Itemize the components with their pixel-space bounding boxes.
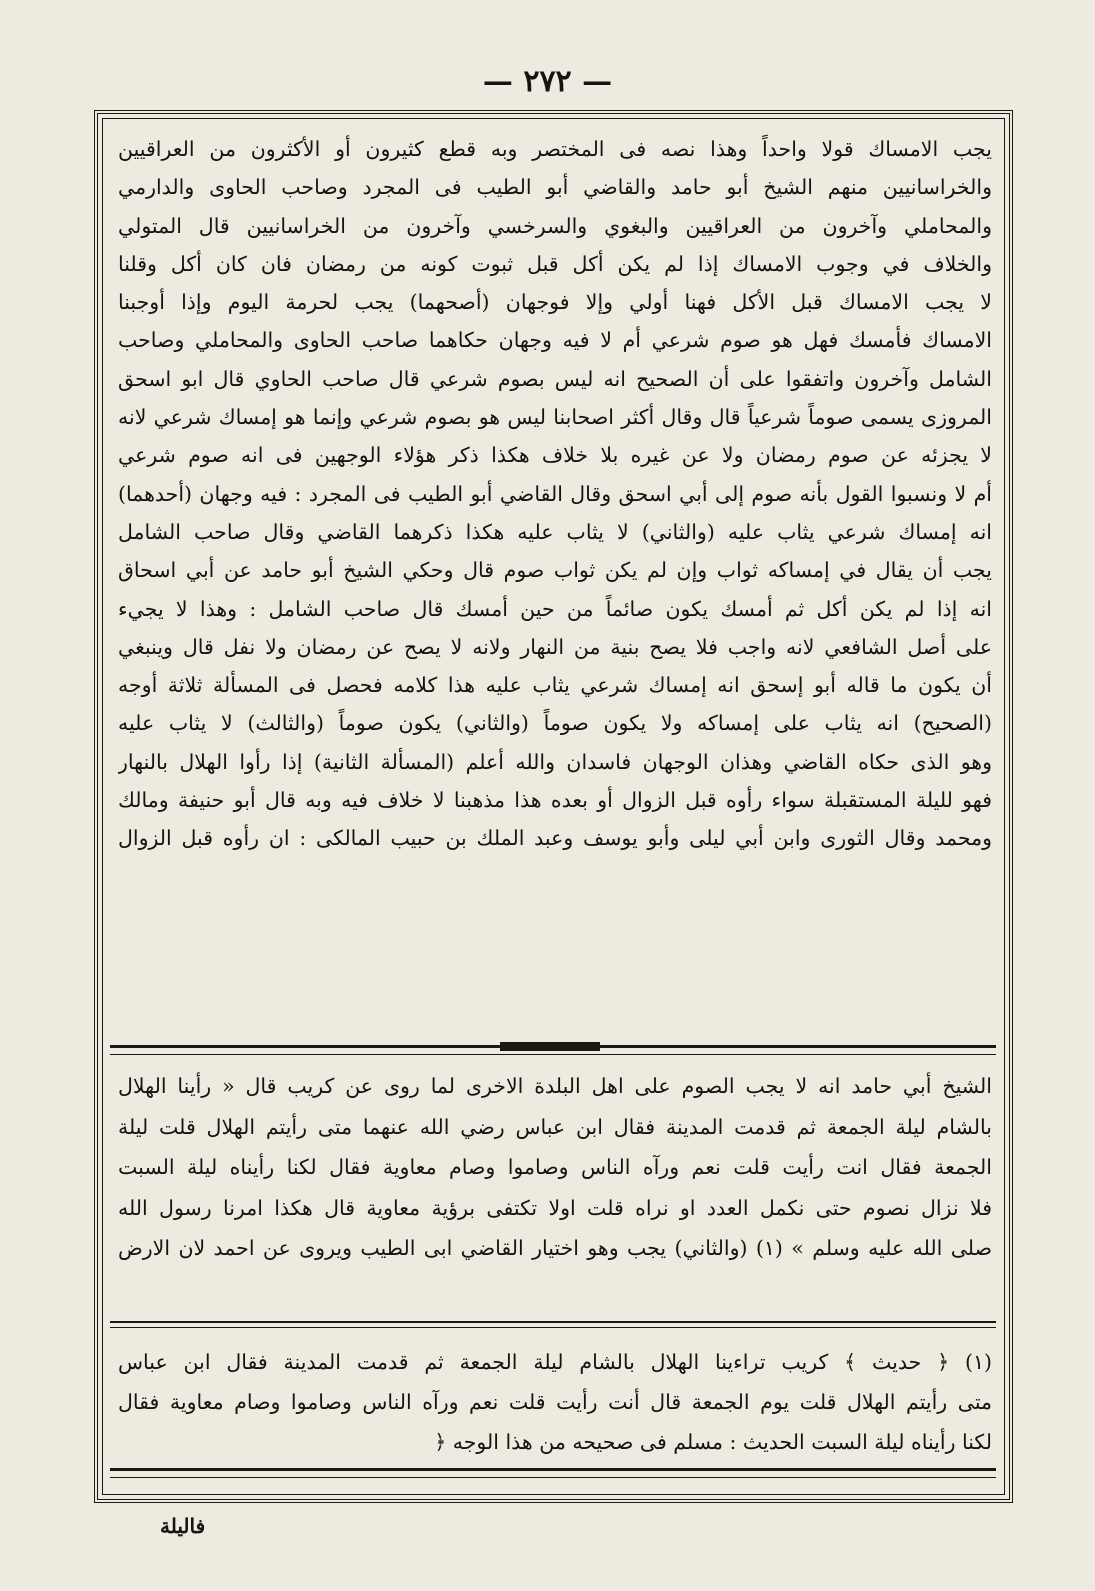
main-text-line: والمحاملي وآخرون من العراقيين والبغوي والسرخسي وآخرون من الخراسانيين قال المتولي [118, 213, 992, 238]
main-text-line: انه إذا لم يكن أكل ثم أمسك يكون صائماً من حين أمسك قال صاحب الشامل : وهذا لا يجيء [118, 596, 992, 621]
main-text-line: أن يكون ما قاله أبو إسحق انه إمساك شرعي يثاب عليه هذا كلامه فحصل فى المسألة ثلاثة أوجه [118, 673, 992, 698]
main-text-line: يجب أن يقال في إمساكه ثواب وإن لم يكن ثواب صوم قال وحكي الشيخ أبو حامد عن أبي اسحاق [118, 558, 992, 583]
main-text-line: (الصحيح) انه يثاب على إمساكه ولا يكون صوماً (والثاني) يكون صوماً (والثالث) لا يثاب عليه [118, 711, 992, 736]
main-text-line: فهو لليلة المستقبلة سواء رأوه قبل الزوال أو بعده هذا مذهبنا لا خلاف فيه وبه قال أبو حنيفة ومالك [118, 788, 992, 813]
bottom-rule [110, 1468, 996, 1478]
main-text-line: وهو الذى حكاه القاضي وهذان الوجهان فاسدان والله أعلم (المسألة الثانية) إذا رأوا الهلال بالنهار [118, 749, 992, 774]
section-divider [110, 1045, 996, 1055]
main-text-line: أم لا ونسبوا القول بأنه صوم إلى أبي اسحق وقال القاضي أبو الطيب فى المجرد : فيه وجهان (أحدهما) [118, 481, 992, 506]
main-text-line: انه إمساك شرعي يثاب عليه (والثاني) لا يثاب عليه هكذا ذكرهما القاضي وقال صاحب الشامل [118, 519, 992, 544]
main-text-line: على أصل الشافعي لانه واجب فلا يصح بنية من النهار ولانه لا يصح عن رمضان ولا نفل قال وينبغي [118, 634, 992, 659]
main-text-block [118, 130, 992, 858]
commentary-line: فلا نزال نصوم حتى نكمل العدد او نراه قلت اولا تكتفى برؤية معاوية قال هكذا امرنا رسول الله [118, 1195, 992, 1220]
main-text-line: المروزى يسمى صوماً شرعياً قال وقال أكثر اصحابنا ليس هو بصوم شرعي وإنما هو إمساك شرعي لانه [118, 405, 992, 430]
footnote-divider [110, 1321, 996, 1328]
main-text-line: لا يجزئه عن صوم رمضان ولا عن غيره بلا خلاف هكذا ذكر هؤلاء الوجهين فى انه صوم شرعي [118, 443, 992, 468]
catchword: فاليلة [160, 1514, 206, 1538]
main-text-line: والخلاف في وجوب الامساك إذا لم يكن أكل قبل ثبوت كونه من رمضان فان كان أكل وقلنا [118, 251, 992, 276]
commentary-line: صلى الله عليه وسلم » (١) (والثاني) يجب وهو اختيار القاضي ابى الطيب ويروى عن احمد لان الارض [118, 1236, 992, 1260]
footnote-line: متى رأيتم الهلال قلت يوم الجمعة قال أنت رأيت قلت نعم ورآه الناس وصاموا وصام معاوية فقال [118, 1390, 992, 1414]
commentary-line: الجمعة فقال انت رأيت قلت نعم ورآه الناس وصاموا وصام معاوية فقال لكنا رأيناه ليلة السبت [118, 1155, 992, 1179]
footnote-line: لكنا رأيناه ليلة السبت الحديث : مسلم فى صحيحه من هذا الوجه ﴿ [434, 1430, 992, 1454]
footnote-text-block [118, 1342, 992, 1462]
main-text-line: الامساك فأمسك فهل هو صوم شرعي أم لا فيه وجهان حكاهما صاحب الحاوى والمحاملي وصاحب [118, 328, 992, 353]
commentary-text-block [118, 1066, 992, 1269]
footnote-line: (١) ﴿ حديث ﴾ كريب تراءينا الهلال بالشام ليلة الجمعة ثم قدمت المدينة فقال ابن عباس [118, 1350, 992, 1374]
main-text-line: الشامل وآخرون واتفقوا على أن الصحيح انه ليس بصوم شرعي قال صاحب الحاوي قال ابو اسحق [118, 366, 992, 391]
main-text-line: ومحمد وقال الثورى وابن أبي ليلى وأبو يوسف وعبد الملك بن حبيب المالكى : ان رأوه قبل الزوال [118, 826, 992, 851]
main-text-line: لا يجب الامساك قبل الأكل فهنا أولي وإلا فوجهان (أصحهما) يجب لحرمة اليوم وإذا أوجبنا [118, 290, 992, 315]
main-text-line: والخراسانيين منهم الشيخ أبو حامد والقاضي أبو الطيب فى المجرد وصاحب الحاوى والدارمي [118, 175, 992, 200]
commentary-line: بالشام ليلة الجمعة ثم قدمت المدينة فقال ابن عباس رضي الله عنهما متى رأيتم الهلال قلت ليلة [118, 1114, 992, 1139]
commentary-line: الشيخ أبي حامد انه لا يجب الصوم على اهل البلدة الاخرى لما روى عن كريب قال « رأينا الهلال [118, 1074, 992, 1098]
main-text-line: يجب الامساك قولا واحداً وهذا نصه فى المختصر وبه قطع كثيرون أو الأكثرون من العراقيين [118, 137, 992, 161]
page-number: — ٢٧٢ — [482, 64, 613, 99]
divider-ornament [500, 1042, 600, 1051]
